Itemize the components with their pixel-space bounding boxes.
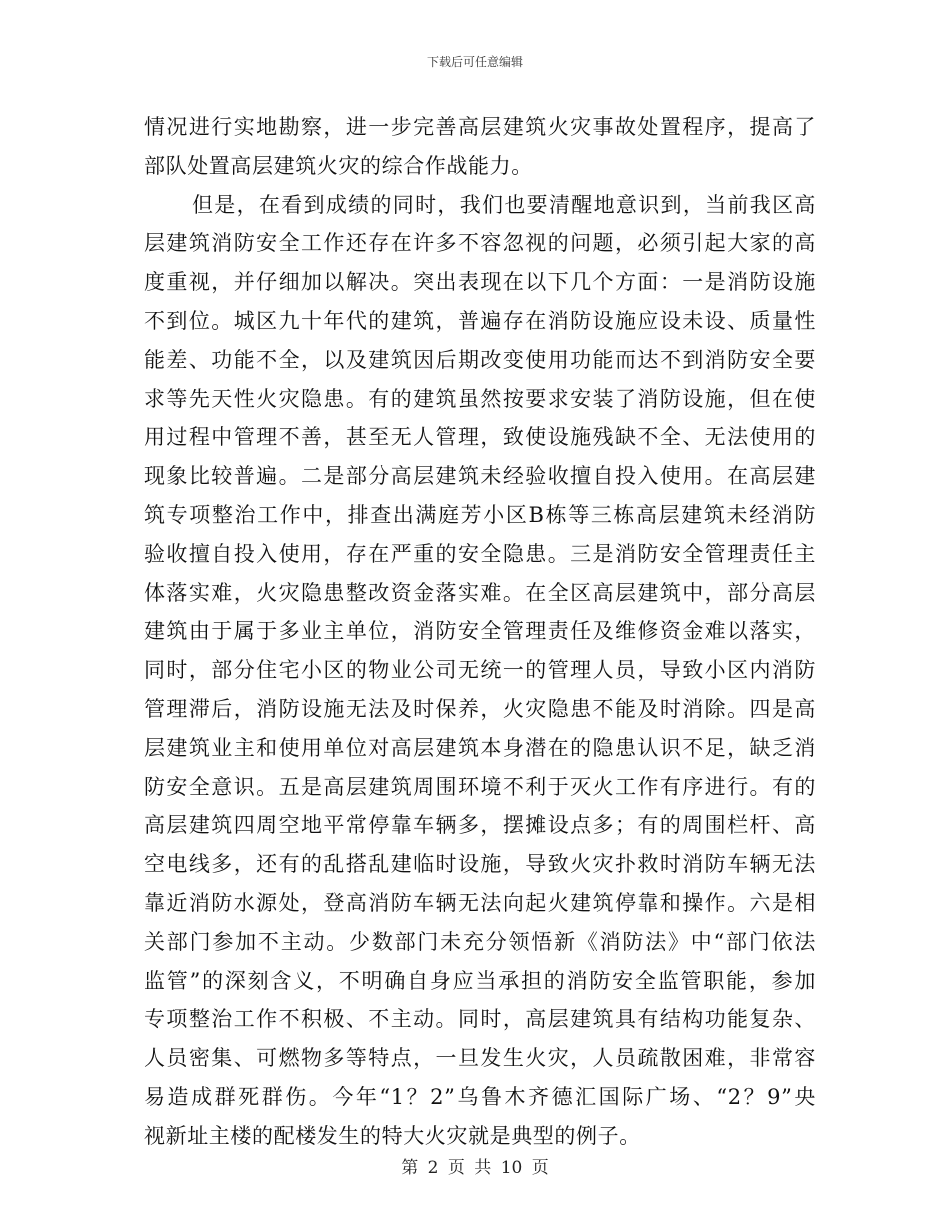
- text-line: 建筑由于属于多业主单位，消防安全管理责任及维修资金难以落实，: [144, 619, 816, 644]
- text-line: 体落实难，火灾隐患整改资金落实难。在全区高层建筑中，部分高层: [144, 580, 816, 605]
- text-line: 筑专项整治工作中，排查出满庭芳小区B栋等三栋高层建筑未经消防: [144, 502, 816, 527]
- text-line: 现象比较普遍。二是部分高层建筑未经验收擅自投入使用。在高层建: [144, 464, 816, 489]
- text-line: 层建筑业主和使用单位对高层建筑本身潜在的隐患认识不足，缺乏消: [144, 735, 816, 760]
- text-line: 部队处置高层建筑火灾的综合作战能力。: [144, 153, 533, 178]
- text-line: 高层建筑四周空地平常停靠车辆多，摆摊设点多；有的周围栏杆、高: [144, 813, 816, 838]
- paragraph-start-line: 但是，在看到成绩的同时，我们也要清醒地意识到，当前我区高: [192, 192, 816, 217]
- text-line: 监管”的深刻含义，不明确自身应当承担的消防安全监管职能，参加: [144, 968, 816, 993]
- document-body: [144, 108, 816, 1156]
- text-line: 关部门参加不主动。少数部门未充分领悟新《消防法》中“部门依法: [144, 929, 816, 954]
- text-line: 度重视，并仔细加以解决。突出表现在以下几个方面：一是消防设施: [144, 270, 816, 295]
- text-line: 情况进行实地勘察，进一步完善高层建筑火灾事故处置程序，提高了: [144, 115, 816, 139]
- text-line: 用过程中管理不善，甚至无人管理，致使设施残缺不全、无法使用的: [144, 425, 816, 450]
- text-line: 空电线多，还有的乱搭乱建临时设施，导致火灾扑救时消防车辆无法: [144, 852, 816, 877]
- text-line: 防安全意识。五是高层建筑周围环境不利于灭火工作有序进行。有的: [144, 774, 816, 799]
- text-line: 能差、功能不全，以及建筑因后期改变使用功能而达不到消防安全要: [144, 347, 816, 372]
- text-line: 专项整治工作不积极、不主动。同时，高层建筑具有结构功能复杂、: [144, 1007, 816, 1032]
- text-line: 求等先天性火灾隐患。有的建筑虽然按要求安装了消防设施，但在使: [144, 386, 816, 411]
- text-line: 管理滞后，消防设施无法及时保养，火灾隐患不能及时消除。四是高: [144, 696, 816, 721]
- page-header-note: 下载后可任意编辑: [426, 55, 523, 69]
- text-line: 人员密集、可燃物多等特点，一旦发生火灾，人员疏散困难，非常容: [144, 1046, 816, 1071]
- page-number-footer: 第 2 页 共 10 页: [401, 1158, 549, 1178]
- text-line: 验收擅自投入使用，存在严重的安全隐患。三是消防安全管理责任主: [144, 541, 816, 566]
- text-line: 靠近消防水源处，登高消防车辆无法向起火建筑停靠和操作。六是相: [144, 890, 816, 915]
- text-line: 不到位。城区九十年代的建筑，普遍存在消防设施应设未设、质量性: [144, 308, 816, 333]
- text-line: 层建筑消防安全工作还存在许多不容忽视的问题，必须引起大家的高: [144, 231, 816, 256]
- text-line: 同时，部分住宅小区的物业公司无统一的管理人员，导致小区内消防: [144, 658, 816, 683]
- text-line: 易造成群死群伤。今年“1？2”乌鲁木齐德汇国际广场、“2？9”央: [144, 1084, 816, 1109]
- text-line: 视新址主楼的配楼发生的特大火灾就是典型的例子。: [144, 1123, 641, 1148]
